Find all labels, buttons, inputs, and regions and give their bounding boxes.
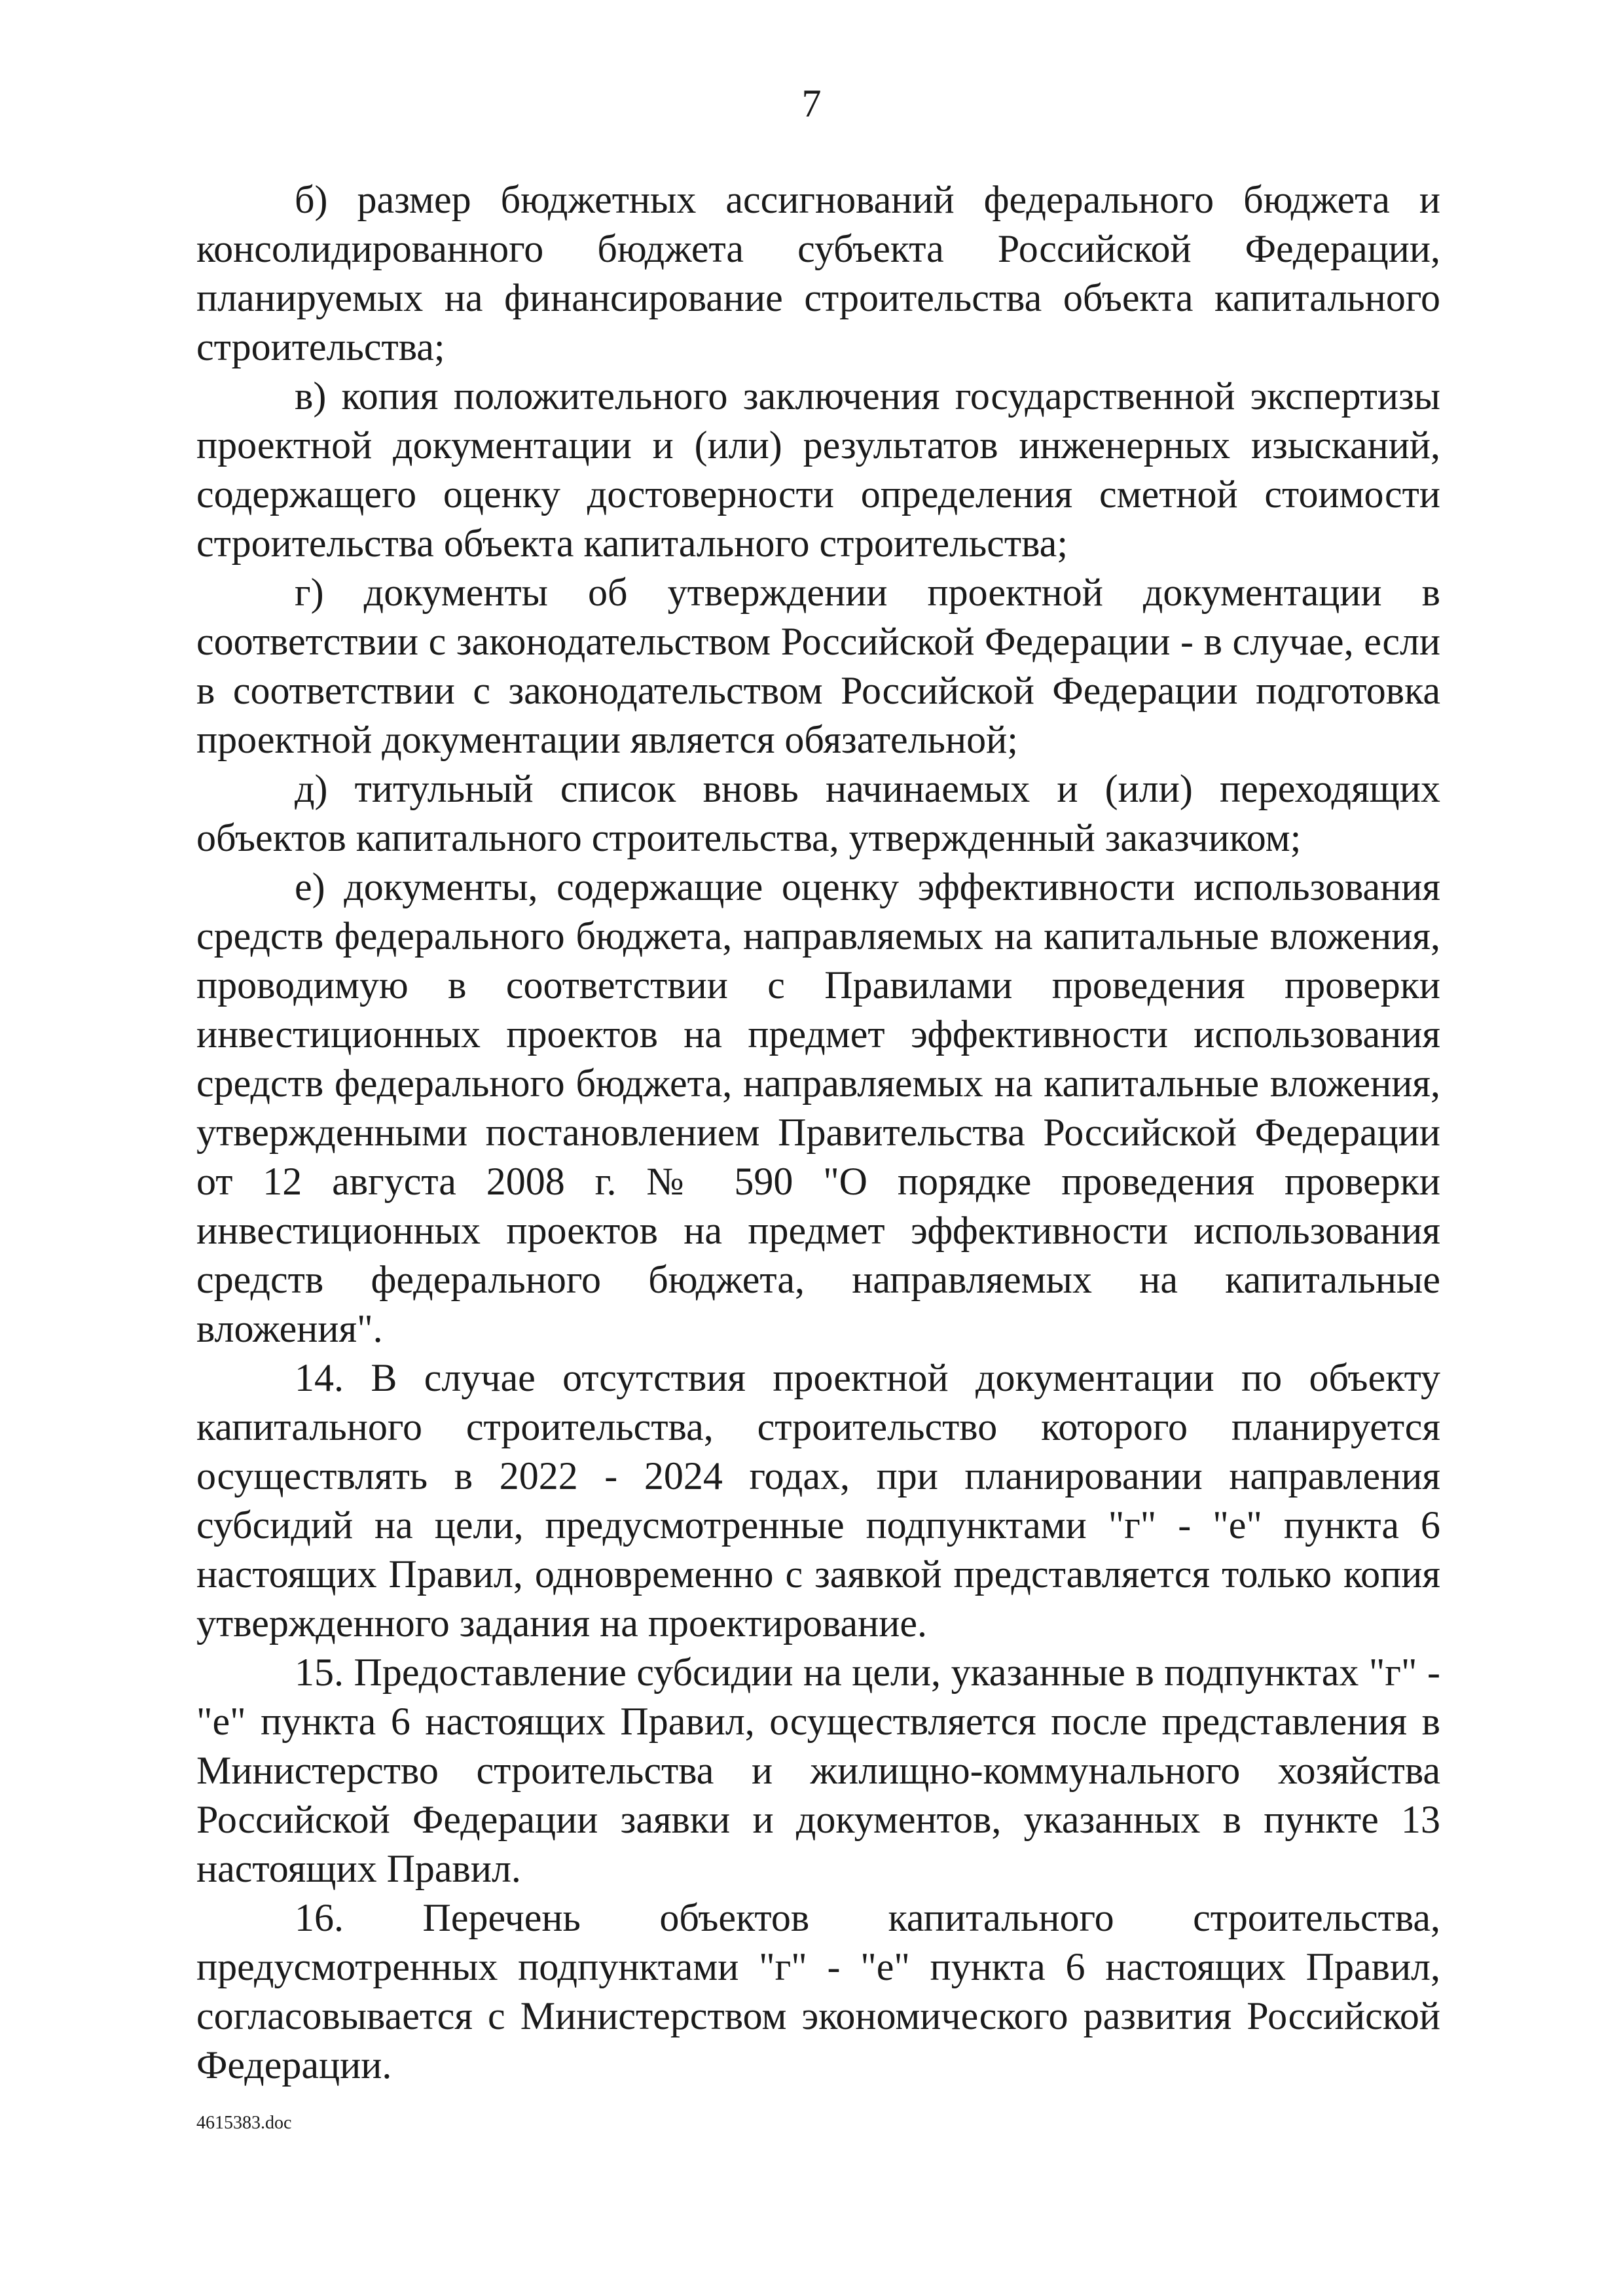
paragraph-b: б) размер бюджетных ассигнований федерального бюджета и консолидированного бюджета субъекта Российской Федерации, планируемых на финансирование строительства объекта капитального строительства;	[196, 178, 1440, 368]
paragraph-v: в) копия положительного заключения государственной экспертизы проектной документации и (или) результатов инженерных изысканий, содержащего оценку достоверности определения сметной стоимости строительства объекта капитального строительства;	[196, 374, 1440, 565]
page-number: 7	[801, 82, 822, 125]
paragraph-e: е) документы, содержащие оценку эффективности использования средств федерального бюджета, направляемых на капитальные вложения, проводимую в соответствии с Правилами проведения проверки инвестиционных проектов на предмет эффективности использования средств федерального бюджета, направляемых на капитальные вложения, утвержденными постановлением Правительства Российской Федерации от 12 августа 2008 г. № 590 "О порядке проведения проверки инвестиционных проектов на предмет эффективности использования средств федерального бюджета, направляемых на капитальные вложения".	[196, 865, 1440, 1350]
paragraph-d: д) титульный список вновь начинаемых и (или) переходящих объектов капитального строительства, утвержденный заказчиком;	[196, 767, 1440, 859]
paragraph-14: 14. В случае отсутствия проектной документации по объекту капитального строительства, строительство которого планируется осуществлять в 2022 - 2024 годах, при планировании направления субсидий на цели, предусмотренные подпунктами "г" - "е" пункта 6 настоящих Правил, одновременно с заявкой представляется только копия утвержденного задания на проектирование.	[196, 1356, 1440, 1645]
footer-filename: 4615383.doc	[196, 2113, 292, 2133]
paragraph-16: 16. Перечень объектов капитального строительства, предусмотренных подпунктами "г" - "е" пункта 6 настоящих Правил, согласовывается с Министерством экономического развития Российской Федерации.	[196, 1896, 1440, 2087]
paragraph-g: г) документы об утверждении проектной документации в соответствии с законодательством Российской Федерации - в случае, если в соответствии с законодательством Российской Федерации подготовка проектной документации является обязательной;	[196, 571, 1440, 761]
paragraph-15: 15. Предоставление субсидии на цели, указанные в подпунктах "г" - "е" пункта 6 настоящих Правил, осуществляется после представления в Министерство строительства и жилищно-коммунального хозяйства Российской Федерации заявки и документов, указанных в пункте 13 настоящих Правил.	[196, 1651, 1440, 1890]
document-body	[196, 175, 1440, 2090]
